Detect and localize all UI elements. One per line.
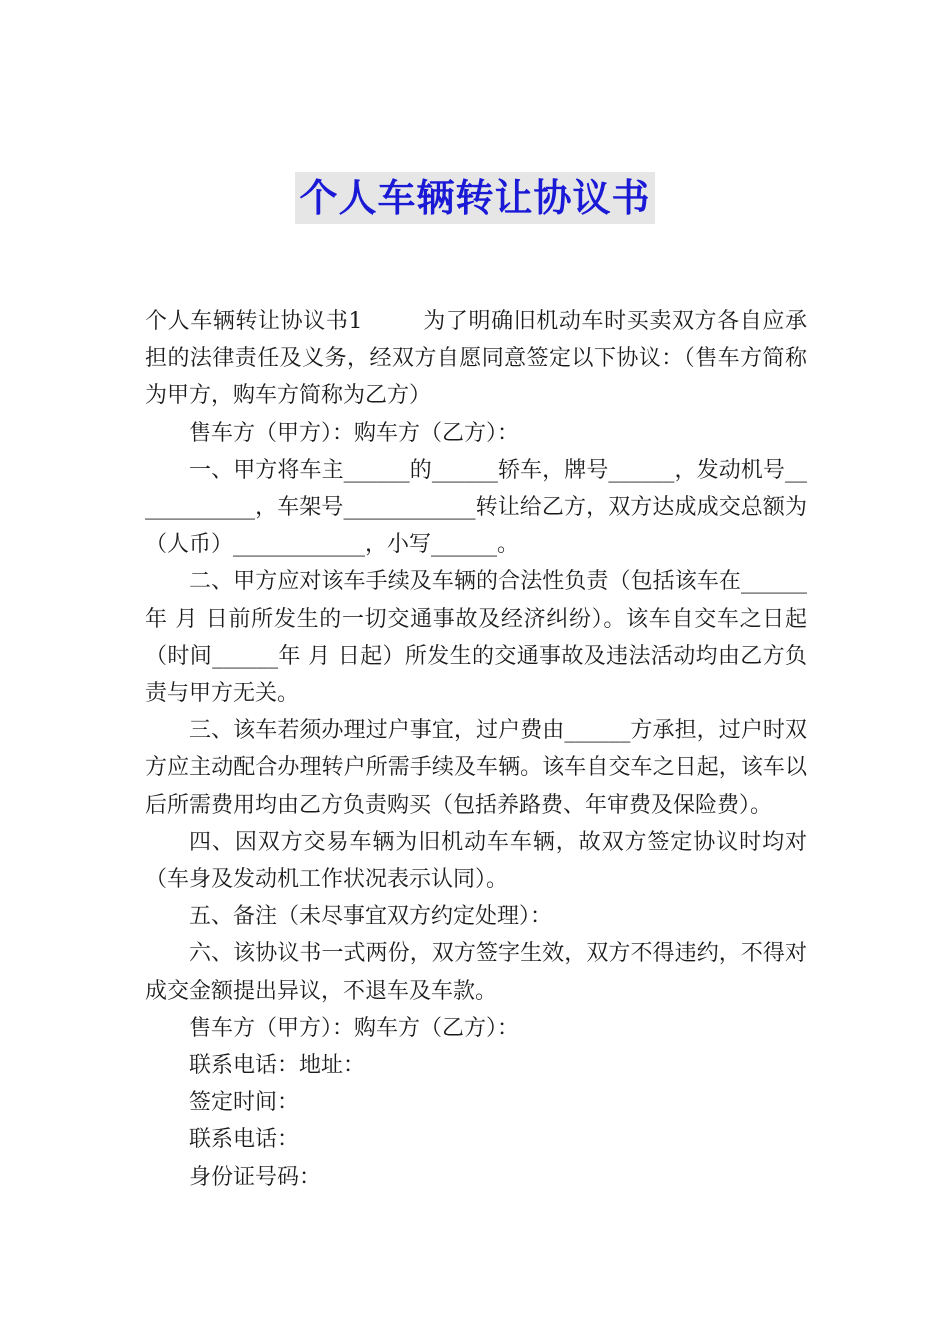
paragraph-clause-1: 一、甲方将车主______的______轿车，牌号______，发动机号____________，车架号____________转让给乙方，双方达成成交总额为（人币）____________，小写______。 — [145, 457, 807, 558]
paragraph-clause-2: 二、甲方应对该车手续及车辆的合法性负责（包括该车在______年 月 日前所发生的一切交通事故及经济纠纷）。该车自交车之日起（时间______年 月 日起）所发生的交通事故及违法活动均由乙方负责与甲方无关。 — [145, 569, 807, 707]
signature-phone-address: 联系电话：地址： — [189, 1053, 366, 1079]
signature-id-number: 身份证号码： — [189, 1164, 322, 1190]
document-body — [145, 303, 807, 1196]
signature-parties: 售车方（甲方）：购车方（乙方）： — [189, 1015, 520, 1041]
paragraph-clause-3: 三、该车若须办理过户事宜，过户费由______方承担，过户时双方应主动配合办理转户所需手续及车辆。该车自交车之日起，该车以后所需费用均由乙方负责购买（包括养路费、年审费及保险费）。 — [145, 718, 807, 818]
paragraph-clause-5: 五、备注（未尽事宜双方约定处理）： — [189, 904, 553, 930]
paragraph-parties: 售车方（甲方）：购车方（乙方）： — [189, 420, 520, 446]
paragraph-clause-6: 六、该协议书一式两份，双方签字生效，双方不得违约，不得对成交金额提出异议，不退车及车款。 — [145, 941, 807, 1004]
signature-date: 签定时间： — [189, 1090, 300, 1116]
signature-phone: 联系电话： — [189, 1127, 300, 1153]
intro-paragraph: 个人车辆转让协议书1 为了明确旧机动车时买卖双方各自应承担的法律责任及义务，经双方自愿同意签定以下协议：（售车方简称为甲方，购车方简称为乙方） — [145, 309, 807, 409]
document-title: 个人车辆转让协议书 — [295, 172, 654, 224]
title-container — [0, 172, 950, 224]
paragraph-clause-4: 四、因双方交易车辆为旧机动车车辆，故双方签定协议时均对（车身及发动机工作状况表示认同）。 — [145, 829, 807, 893]
